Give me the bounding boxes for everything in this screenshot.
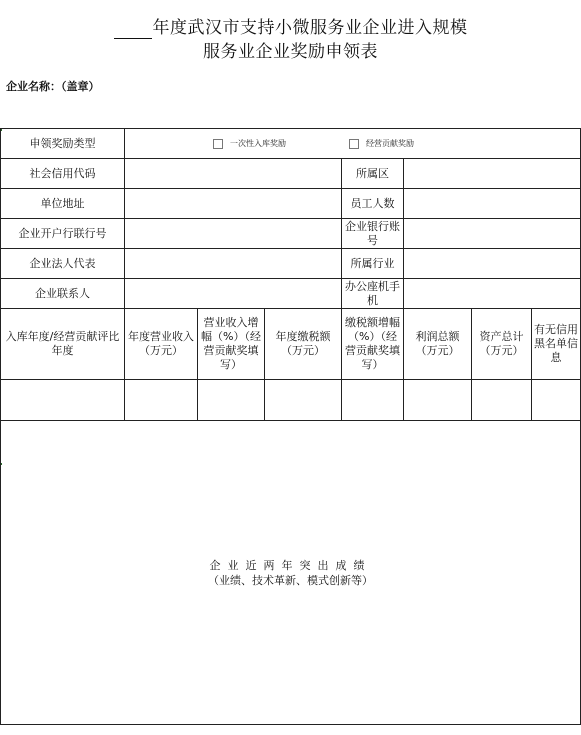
achievements-subtitle: （业绩、技术革新、模式创新等）	[208, 573, 374, 587]
col-header-revenue: 年度营业收入（万元）	[125, 309, 198, 380]
district-label: 所属区	[342, 159, 404, 189]
contact-row	[1, 279, 581, 309]
year-field[interactable]	[1, 380, 125, 421]
col-header-tax: 年度缴税额（万元）	[265, 309, 342, 380]
staff-field[interactable]	[404, 189, 581, 219]
industry-label: 所属行业	[342, 249, 404, 279]
award-type-row	[1, 129, 581, 159]
contact-field[interactable]	[125, 279, 342, 309]
achievements-title: 企业近两年突出成绩	[209, 558, 372, 572]
achievements-row	[1, 421, 581, 725]
bank-field[interactable]	[125, 219, 342, 249]
checkbox-one-time-award[interactable]	[213, 139, 223, 149]
option-one-time-award: 一次性入库奖励	[230, 138, 286, 148]
col-header-revenue-growth: 营业收入增幅（%）（经营贡献奖填写）	[198, 309, 265, 380]
option-contribution-award: 经营贡献奖励	[366, 138, 414, 148]
blacklist-field[interactable]	[532, 380, 581, 421]
indicator-header-row	[1, 309, 581, 380]
application-form-table	[0, 128, 581, 725]
tax-growth-field[interactable]	[342, 380, 404, 421]
staff-label: 员工人数	[342, 189, 404, 219]
col-header-profit: 利润总额（万元）	[404, 309, 472, 380]
bank-row	[1, 219, 581, 249]
credit-code-label: 社会信用代码	[1, 159, 125, 189]
assets-field[interactable]	[472, 380, 532, 421]
address-label: 单位地址	[1, 189, 125, 219]
bank-account-field[interactable]	[404, 219, 581, 249]
col-header-year: 入库年度/经营贡献评比年度	[1, 309, 125, 380]
bank-account-label: 企业银行账号	[342, 219, 404, 249]
form-title-line-2: 服务业企业奖励申领表	[203, 42, 378, 62]
bank-label: 企业开户行联行号	[1, 219, 125, 249]
award-type-options	[125, 129, 581, 159]
tax-field[interactable]	[265, 380, 342, 421]
col-header-assets: 资产总计（万元）	[472, 309, 532, 380]
checkbox-contribution-award[interactable]	[349, 139, 359, 149]
address-row	[1, 189, 581, 219]
indicator-data-row	[1, 380, 581, 421]
profit-field[interactable]	[404, 380, 472, 421]
credit-code-field[interactable]	[125, 159, 342, 189]
contact-label: 企业联系人	[1, 279, 125, 309]
revenue-growth-field[interactable]	[198, 380, 265, 421]
legal-rep-row	[1, 249, 581, 279]
col-header-tax-growth: 缴税额增幅（%）（经营贡献奖填写）	[342, 309, 404, 380]
district-field[interactable]	[404, 159, 581, 189]
col-header-blacklist: 有无信用黑名单信息	[532, 309, 581, 380]
phone-field[interactable]	[404, 279, 581, 309]
form-title-line-1: 年度武汉市支持小微服务业企业进入规模	[0, 17, 581, 39]
address-field[interactable]	[125, 189, 342, 219]
legal-rep-field[interactable]	[125, 249, 342, 279]
phone-label: 办公座机手 机	[342, 279, 404, 309]
industry-field[interactable]	[404, 249, 581, 279]
year-blank[interactable]	[114, 24, 152, 39]
award-type-label: 申领奖励类型	[1, 129, 125, 159]
company-name-label: 企业名称：（盖章）	[6, 80, 100, 93]
credit-code-row	[1, 159, 581, 189]
achievements-field[interactable]	[1, 421, 581, 725]
revenue-field[interactable]	[125, 380, 198, 421]
legal-rep-label: 企业法人代表	[1, 249, 125, 279]
